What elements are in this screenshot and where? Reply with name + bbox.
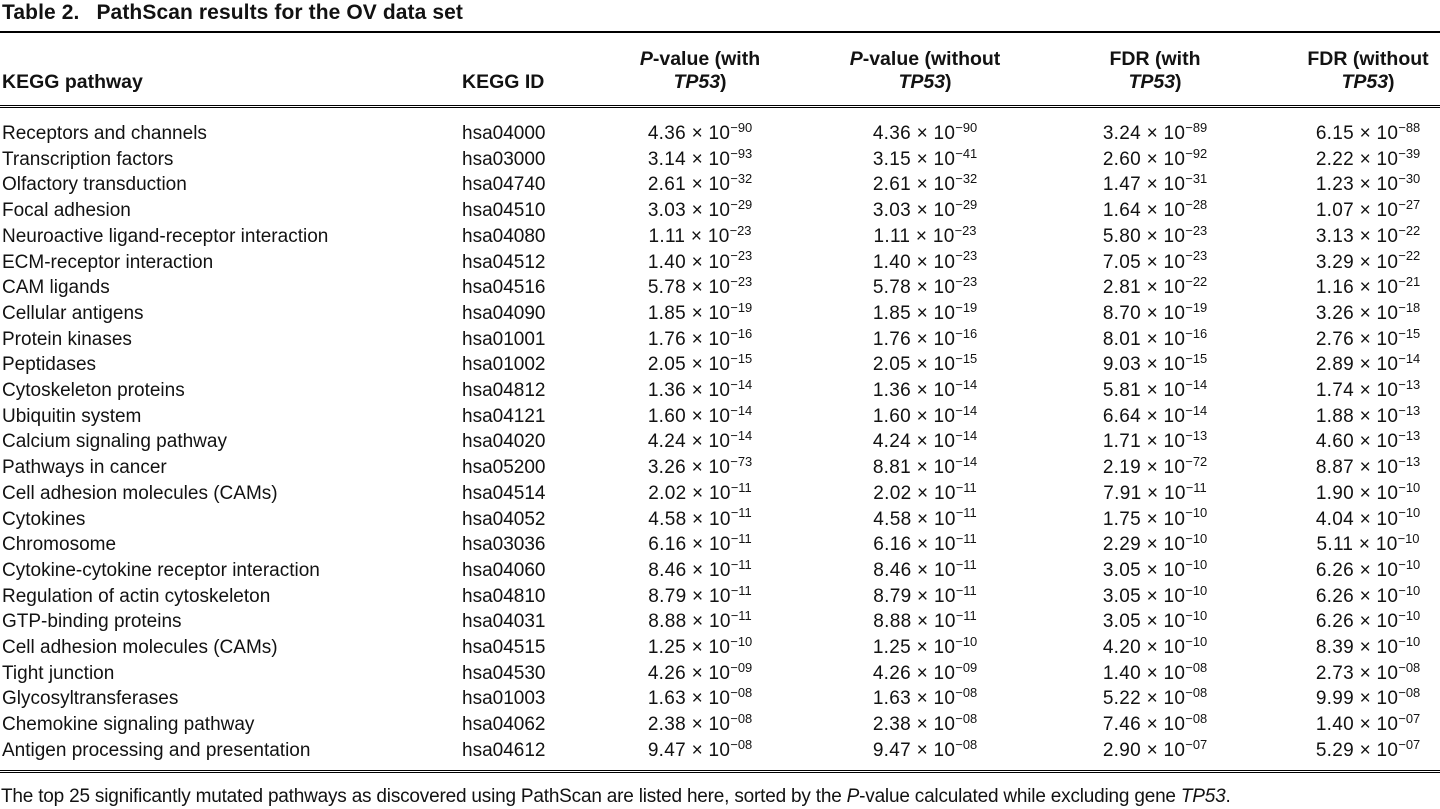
kegg-id-cell: hsa04810	[462, 585, 546, 607]
kegg-id-cell: hsa04515	[462, 637, 546, 659]
table-bottom-rule	[0, 770, 1440, 773]
fdr-with-cell: $3.05 \times 10^{-10}$	[1102, 582, 1208, 607]
p-value-without-cell: $2.61 \times 10^{-32}$	[872, 171, 978, 196]
exponent: −08	[730, 711, 753, 727]
exponent: −15	[1398, 325, 1421, 341]
fdr-without-cell: $4.60 \times 10^{-13}$	[1315, 428, 1421, 453]
exponent: −10	[1397, 531, 1420, 547]
fdr-with-cell: $4.20 \times 10^{-10}$	[1102, 633, 1208, 659]
p-value-with-cell: $3.03 \times 10^{-29}$	[647, 197, 753, 222]
exponent: −14	[955, 402, 978, 418]
exponent: −73	[730, 454, 753, 470]
fdr-without-cell: $6.26 \times 10^{-10}$	[1315, 582, 1421, 607]
exponent: −15	[730, 351, 753, 367]
table-row	[0, 636, 1440, 662]
exponent: −32	[955, 171, 978, 187]
fdr-with-cell: $7.91 \times 10^{-11}$	[1103, 479, 1207, 504]
pathway-cell: Ubiquitin system	[2, 405, 142, 427]
exponent: −90	[955, 119, 978, 135]
fdr-with-cell: $2.81 \times 10^{-22}$	[1102, 274, 1208, 299]
fdr-with-cell: $1.40 \times 10^{-08}$	[1102, 659, 1208, 684]
table-row	[0, 482, 1440, 508]
p-value-without-cell: $6.16 \times 10^{-11}$	[873, 531, 977, 556]
p-value-with-cell: $1.76 \times 10^{-16}$	[647, 325, 753, 350]
p-value-with-cell: $2.02 \times 10^{-11}$	[648, 479, 752, 504]
fdr-with-cell: $3.05 \times 10^{-10}$	[1102, 608, 1208, 633]
table-caption: PathScan results for the OV data set	[96, 1, 463, 24]
header-p-value-with: P-value (with TP53)	[590, 33, 810, 107]
exponent: −10	[1398, 608, 1421, 624]
fdr-without-cell: $6.26 \times 10^{-10}$	[1315, 556, 1421, 581]
pathway-cell: Cytoskeleton proteins	[2, 380, 185, 402]
exponent: −13	[1398, 402, 1421, 418]
exponent: −29	[955, 197, 978, 213]
exponent: −08	[1398, 659, 1421, 675]
table-row	[0, 173, 1440, 199]
exponent: −11	[730, 505, 752, 521]
exponent: −88	[1398, 119, 1421, 135]
table-header	[0, 33, 1440, 107]
pathway-cell: Protein kinases	[2, 328, 132, 350]
fdr-with-cell: $7.46 \times 10^{-08}$	[1102, 711, 1208, 736]
pathway-cell: Chemokine signaling pathway	[2, 714, 255, 736]
kegg-id-cell: hsa04000	[462, 123, 546, 144]
exponent: −23	[730, 274, 753, 290]
header-fdr-with: FDR (with TP53)	[1040, 33, 1270, 107]
fdr-without-cell: $2.22 \times 10^{-39}$	[1315, 145, 1421, 170]
exponent: −10	[730, 633, 753, 649]
fdr-without-cell: $1.88 \times 10^{-13}$	[1315, 402, 1421, 427]
kegg-id-cell: hsa04031	[462, 611, 546, 633]
pathway-cell: GTP-binding proteins	[2, 611, 182, 633]
fdr-with-cell: $2.90 \times 10^{-07}$	[1102, 736, 1208, 761]
exponent: −31	[1185, 171, 1208, 187]
table-row	[0, 739, 1440, 770]
exponent: −14	[730, 428, 753, 444]
kegg-id-cell: hsa04740	[462, 174, 546, 196]
table-body	[0, 107, 1440, 770]
exponent: −16	[1185, 325, 1208, 341]
fdr-with-cell: $2.19 \times 10^{-72}$	[1102, 454, 1208, 479]
fdr-with-cell: $8.01 \times 10^{-16}$	[1102, 325, 1208, 350]
table-row	[0, 533, 1440, 559]
kegg-id-cell: hsa04530	[462, 662, 546, 684]
results-table	[0, 33, 1440, 770]
p-value-without-cell: $4.58 \times 10^{-11}$	[873, 505, 977, 530]
pathway-cell: Cytokines	[2, 508, 86, 530]
exponent: −11	[955, 479, 977, 495]
p-value-with-cell: $4.26 \times 10^{-09}$	[647, 659, 753, 684]
header-fdr-without: FDR (without TP53)	[1270, 33, 1440, 107]
pathway-cell: Peptidases	[2, 354, 97, 376]
exponent: −10	[955, 633, 978, 649]
fdr-without-cell: $2.76 \times 10^{-15}$	[1315, 325, 1421, 350]
p-value-with-cell: $1.40 \times 10^{-23}$	[647, 248, 753, 273]
p-value-without-cell: $1.76 \times 10^{-16}$	[872, 325, 978, 350]
exponent: −08	[955, 711, 978, 727]
fdr-without-cell: $1.90 \times 10^{-10}$	[1315, 479, 1421, 504]
exponent: −11	[730, 608, 752, 624]
pathway-cell: Calcium signaling pathway	[2, 431, 227, 453]
table-row	[0, 456, 1440, 482]
fdr-with-cell: $7.05 \times 10^{-23}$	[1102, 248, 1208, 273]
fdr-with-cell: $1.47 \times 10^{-31}$	[1102, 171, 1208, 196]
exponent: −23	[1185, 222, 1208, 238]
exponent: −09	[730, 659, 753, 675]
p-value-with-cell: $2.61 \times 10^{-32}$	[647, 171, 753, 196]
pathway-cell: Tight junction	[2, 662, 115, 684]
kegg-id-cell: hsa03036	[462, 534, 546, 556]
exponent: −90	[730, 119, 753, 135]
table-row	[0, 430, 1440, 456]
exponent: −13	[1398, 428, 1421, 444]
p-value-without-cell: $1.40 \times 10^{-23}$	[872, 248, 978, 273]
p-value-with-cell: $9.47 \times 10^{-08}$	[647, 736, 753, 761]
fdr-with-cell: $2.29 \times 10^{-10}$	[1102, 531, 1208, 556]
fdr-without-cell: $4.04 \times 10^{-10}$	[1315, 505, 1421, 530]
pathway-cell: Focal adhesion	[2, 200, 131, 222]
kegg-id-cell: hsa04612	[462, 739, 546, 761]
fdr-without-cell: $8.39 \times 10^{-10}$	[1315, 633, 1421, 659]
pathway-cell: Chromosome	[2, 534, 117, 556]
exponent: −89	[1185, 119, 1208, 135]
exponent: −10	[1185, 556, 1208, 572]
exponent: −29	[730, 197, 753, 213]
exponent: −11	[955, 556, 977, 572]
header-kegg-pathway: KEGG pathway	[0, 33, 440, 107]
exponent: −07	[1398, 711, 1421, 727]
p-value-without-cell: $3.15 \times 10^{-41}$	[872, 145, 978, 170]
kegg-id-cell: hsa01003	[462, 688, 546, 710]
pathway-cell: Cell adhesion molecules (CAMs)	[2, 482, 278, 504]
exponent: −10	[1185, 505, 1208, 521]
p-value-without-cell: $4.24 \times 10^{-14}$	[872, 428, 978, 453]
pathway-cell: Regulation of actin cytoskeleton	[2, 585, 271, 607]
p-value-with-cell: $4.58 \times 10^{-11}$	[648, 505, 752, 530]
exponent: −72	[1185, 454, 1208, 470]
table-footnote: The top 25 significantly mutated pathways as discovered using PathScan are listed here, sorted by the P-value calculated while excluding gene TP53.	[1, 785, 1231, 807]
p-value-without-cell: $8.88 \times 10^{-11}$	[873, 608, 977, 633]
pathway-cell: Transcription factors	[2, 148, 174, 170]
fdr-without-cell: $2.89 \times 10^{-14}$	[1315, 351, 1421, 376]
pathway-cell: Cellular antigens	[2, 302, 144, 324]
p-value-without-cell: $1.63 \times 10^{-08}$	[872, 685, 978, 710]
table-title	[0, 0, 1440, 33]
p-value-with-cell: $1.36 \times 10^{-14}$	[647, 376, 753, 402]
exponent: −16	[730, 325, 753, 341]
p-value-with-cell: $2.38 \times 10^{-08}$	[647, 711, 753, 736]
exponent: −21	[1398, 274, 1421, 290]
exponent: −32	[730, 171, 753, 187]
exponent: −23	[955, 274, 978, 290]
table-row	[0, 662, 1440, 688]
pathway-cell: Cytokine-cytokine receptor interaction	[2, 559, 320, 581]
p-value-without-cell: $1.60 \times 10^{-14}$	[872, 402, 978, 427]
exponent: −11	[955, 531, 977, 547]
pathway-cell: Pathways in cancer	[2, 457, 167, 479]
exponent: −23	[954, 222, 977, 238]
table-number: Table 2.	[2, 1, 80, 24]
p-value-with-cell: $3.26 \times 10^{-73}$	[647, 454, 753, 479]
exponent: −10	[1398, 479, 1421, 495]
p-value-without-cell: $4.26 \times 10^{-09}$	[872, 659, 978, 684]
exponent: −11	[730, 582, 752, 598]
header-kegg-id: KEGG ID	[440, 33, 590, 107]
p-value-without-cell: $1.25 \times 10^{-10}$	[872, 633, 978, 659]
pathway-cell: Cell adhesion molecules (CAMs)	[2, 637, 278, 659]
exponent: −23	[729, 222, 752, 238]
exponent: −11	[730, 531, 752, 547]
fdr-with-cell: $3.24 \times 10^{-89}$	[1102, 119, 1208, 144]
exponent: −28	[1185, 197, 1208, 213]
kegg-id-cell: hsa04090	[462, 302, 546, 324]
exponent: −07	[1398, 736, 1421, 752]
kegg-id-cell: hsa01001	[462, 328, 546, 350]
table-row	[0, 585, 1440, 611]
kegg-id-cell: hsa04020	[462, 431, 546, 453]
table-row	[0, 508, 1440, 534]
exponent: −23	[955, 248, 978, 264]
kegg-id-cell: hsa04516	[462, 277, 546, 299]
table-row	[0, 276, 1440, 302]
exponent: −14	[730, 402, 753, 418]
fdr-with-cell: $3.05 \times 10^{-10}$	[1102, 556, 1208, 581]
exponent: −10	[1185, 633, 1208, 649]
pathway-cell: Olfactory transduction	[2, 174, 187, 196]
p-value-with-cell: $4.36 \times 10^{-90}$	[647, 119, 753, 144]
fdr-with-cell: $5.81 \times 10^{-14}$	[1102, 376, 1208, 402]
p-value-without-cell: $4.36 \times 10^{-90}$	[872, 119, 978, 144]
exponent: −08	[1398, 685, 1421, 701]
exponent: −41	[955, 145, 978, 161]
fdr-without-cell: $3.13 \times 10^{-22}$	[1315, 222, 1421, 247]
exponent: −23	[1185, 248, 1208, 264]
exponent: −27	[1398, 197, 1421, 213]
exponent: −09	[955, 659, 978, 675]
fdr-without-cell: $3.29 \times 10^{-22}$	[1315, 248, 1421, 273]
exponent: −30	[1398, 171, 1421, 187]
fdr-without-cell: $6.15 \times 10^{-88}$	[1315, 119, 1421, 144]
exponent: −14	[955, 376, 978, 392]
kegg-id-cell: hsa01002	[462, 354, 546, 376]
exponent: −11	[955, 505, 977, 521]
table-row	[0, 107, 1440, 148]
exponent: −11	[730, 556, 752, 572]
exponent: −22	[1185, 274, 1208, 290]
table-row	[0, 559, 1440, 585]
p-value-without-cell: $1.11 \times 10^{-23}$	[873, 222, 977, 247]
pathway-cell: Glycosyltransferases	[2, 688, 179, 710]
kegg-id-cell: hsa04052	[462, 508, 546, 530]
pathway-cell: Antigen processing and presentation	[2, 739, 311, 761]
exponent: −11	[730, 479, 752, 495]
table-row	[0, 148, 1440, 174]
p-value-with-cell: $4.24 \times 10^{-14}$	[647, 428, 753, 453]
fdr-with-cell: $2.60 \times 10^{-92}$	[1102, 145, 1208, 170]
p-value-without-cell: $3.03 \times 10^{-29}$	[872, 197, 978, 222]
pathway-cell: Neuroactive ligand-receptor interaction	[2, 225, 329, 247]
exponent: −39	[1398, 145, 1421, 161]
p-value-with-cell: $3.14 \times 10^{-93}$	[647, 145, 753, 170]
exponent: −10	[1398, 633, 1421, 649]
fdr-without-cell: $1.40 \times 10^{-07}$	[1315, 711, 1421, 736]
fdr-with-cell: $5.80 \times 10^{-23}$	[1102, 222, 1208, 247]
table-row	[0, 251, 1440, 277]
exponent: −08	[1185, 659, 1208, 675]
fdr-with-cell: $1.71 \times 10^{-13}$	[1102, 428, 1208, 453]
p-value-without-cell: $2.05 \times 10^{-15}$	[872, 351, 978, 376]
fdr-without-cell: $1.23 \times 10^{-30}$	[1315, 171, 1421, 196]
exponent: −08	[730, 736, 753, 752]
p-value-with-cell: $1.60 \times 10^{-14}$	[647, 402, 753, 427]
exponent: −10	[1185, 531, 1208, 547]
exponent: −15	[955, 351, 978, 367]
kegg-id-cell: hsa05200	[462, 457, 546, 479]
p-value-without-cell: $9.47 \times 10^{-08}$	[872, 736, 978, 761]
p-value-with-cell: $1.25 \times 10^{-10}$	[647, 633, 753, 659]
kegg-id-cell: hsa03000	[462, 148, 546, 170]
exponent: −14	[1398, 351, 1421, 367]
fdr-without-cell: $5.11 \times 10^{-10}$	[1316, 531, 1420, 556]
kegg-id-cell: hsa04060	[462, 559, 546, 581]
exponent: −92	[1185, 145, 1208, 161]
fdr-without-cell: $8.87 \times 10^{-13}$	[1315, 454, 1421, 479]
exponent: −07	[1185, 736, 1208, 752]
pathway-cell: ECM-receptor interaction	[2, 251, 214, 273]
exponent: −13	[1398, 454, 1421, 470]
exponent: −22	[1398, 248, 1421, 264]
exponent: −13	[1185, 428, 1208, 444]
table-row	[0, 379, 1440, 405]
kegg-id-cell: hsa04514	[462, 482, 546, 504]
fdr-without-cell: $5.29 \times 10^{-07}$	[1315, 736, 1421, 761]
table-row	[0, 225, 1440, 251]
fdr-with-cell: $8.70 \times 10^{-19}$	[1102, 299, 1208, 324]
exponent: −15	[1185, 351, 1208, 367]
p-value-without-cell: $8.79 \times 10^{-11}$	[873, 582, 977, 607]
fdr-without-cell: $2.73 \times 10^{-08}$	[1315, 659, 1421, 684]
exponent: −14	[1185, 402, 1208, 418]
p-value-with-cell: $1.63 \times 10^{-08}$	[647, 685, 753, 710]
exponent: −14	[1185, 376, 1208, 392]
pathway-cell: Receptors and channels	[2, 123, 207, 144]
pathway-cell: CAM ligands	[2, 277, 110, 299]
p-value-without-cell: $8.46 \times 10^{-11}$	[873, 556, 977, 581]
exponent: −19	[730, 299, 753, 315]
table-row	[0, 713, 1440, 739]
exponent: −10	[1185, 582, 1208, 598]
p-value-without-cell: $2.02 \times 10^{-11}$	[873, 479, 977, 504]
exponent: −10	[1398, 505, 1421, 521]
exponent: −10	[1185, 608, 1208, 624]
p-value-with-cell: $5.78 \times 10^{-23}$	[647, 274, 753, 299]
fdr-with-cell: $1.75 \times 10^{-10}$	[1102, 505, 1208, 530]
exponent: −16	[955, 325, 978, 341]
exponent: −14	[955, 454, 978, 470]
kegg-id-cell: hsa04080	[462, 225, 546, 247]
fdr-with-cell: $1.64 \times 10^{-28}$	[1102, 197, 1208, 222]
p-value-with-cell: $8.88 \times 10^{-11}$	[648, 608, 752, 633]
exponent: −11	[955, 608, 977, 624]
kegg-id-cell: hsa04121	[462, 405, 546, 427]
kegg-id-cell: hsa04512	[462, 251, 546, 273]
table-row	[0, 405, 1440, 431]
exponent: −23	[730, 248, 753, 264]
p-value-with-cell: $1.11 \times 10^{-23}$	[648, 222, 752, 247]
exponent: −08	[730, 685, 753, 701]
exponent: −93	[730, 145, 753, 161]
p-value-without-cell: $5.78 \times 10^{-23}$	[872, 274, 978, 299]
p-value-with-cell: $1.85 \times 10^{-19}$	[647, 299, 753, 324]
exponent: −08	[955, 736, 978, 752]
exponent: −08	[1185, 685, 1208, 701]
fdr-without-cell: $3.26 \times 10^{-18}$	[1315, 299, 1421, 324]
exponent: −19	[1185, 299, 1208, 315]
fdr-without-cell: $6.26 \times 10^{-10}$	[1315, 608, 1421, 633]
exponent: −11	[955, 582, 977, 598]
fdr-without-cell: $1.74 \times 10^{-13}$	[1315, 376, 1421, 402]
exponent: −14	[955, 428, 978, 444]
p-value-with-cell: $6.16 \times 10^{-11}$	[648, 531, 752, 556]
table-row	[0, 302, 1440, 328]
exponent: −10	[1398, 582, 1421, 598]
table-row	[0, 610, 1440, 636]
kegg-id-cell: hsa04062	[462, 714, 546, 736]
header-p-value-without: P-value (without TP53)	[810, 33, 1040, 107]
p-value-without-cell: $8.81 \times 10^{-14}$	[872, 454, 978, 479]
exponent: −08	[1185, 711, 1208, 727]
exponent: −22	[1398, 222, 1421, 238]
p-value-without-cell: $2.38 \times 10^{-08}$	[872, 711, 978, 736]
p-value-with-cell: $8.79 \times 10^{-11}$	[648, 582, 752, 607]
fdr-with-cell: $5.22 \times 10^{-08}$	[1102, 685, 1208, 710]
p-value-without-cell: $1.36 \times 10^{-14}$	[872, 376, 978, 402]
p-value-without-cell: $1.85 \times 10^{-19}$	[872, 299, 978, 324]
fdr-without-cell: $9.99 \times 10^{-08}$	[1315, 685, 1421, 710]
kegg-id-cell: hsa04812	[462, 380, 546, 402]
table-row	[0, 199, 1440, 225]
exponent: −14	[730, 376, 753, 392]
table-row	[0, 328, 1440, 354]
exponent: −08	[955, 685, 978, 701]
fdr-without-cell: $1.07 \times 10^{-27}$	[1315, 197, 1421, 222]
kegg-id-cell: hsa04510	[462, 200, 546, 222]
exponent: −13	[1398, 376, 1421, 392]
exponent: −11	[1185, 479, 1207, 495]
exponent: −19	[955, 299, 978, 315]
p-value-with-cell: $8.46 \times 10^{-11}$	[648, 556, 752, 581]
exponent: −18	[1398, 299, 1421, 315]
fdr-without-cell: $1.16 \times 10^{-21}$	[1315, 274, 1421, 299]
table-row	[0, 353, 1440, 379]
table-row	[0, 687, 1440, 713]
p-value-with-cell: $2.05 \times 10^{-15}$	[647, 351, 753, 376]
fdr-with-cell: $6.64 \times 10^{-14}$	[1102, 402, 1208, 427]
fdr-with-cell: $9.03 \times 10^{-15}$	[1102, 351, 1208, 376]
exponent: −10	[1398, 556, 1421, 572]
